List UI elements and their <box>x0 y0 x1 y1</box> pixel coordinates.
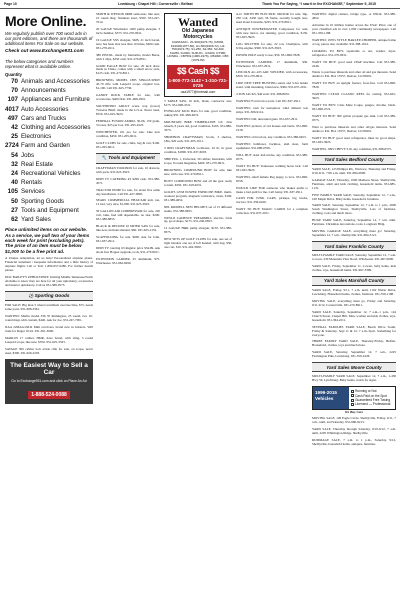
category-count: 50 <box>11 197 18 205</box>
category-count: 4017 <box>5 105 19 113</box>
classified-ad: FEDERAL FUSION AMMO, 30-06, 150 grain, 3 boxes, $25 per box. 931-295-2223. <box>96 119 160 127</box>
franklin-ads <box>312 254 396 273</box>
category-row[interactable] <box>5 86 93 95</box>
category-name: Appliances and Furniture <box>21 96 90 104</box>
checkbox-icon <box>351 394 354 397</box>
category-count: 40 <box>11 179 18 187</box>
classified-ad: YARD SALE, Saturday, September 12, 7 a.m., 2225 Farmington Pike, Lewisburg. 931-359-2226. <box>312 350 396 359</box>
buy-cars-ad <box>312 386 396 410</box>
promo-title: More Online. <box>5 13 87 29</box>
column-1-ads <box>5 257 93 288</box>
category-count: 107 <box>7 96 18 104</box>
wanted-subtitle: Old Japanese Motorcycles <box>181 28 215 40</box>
classified-ad: WANT TO BUY an upright freezer, frost-free. Call 931-698-7828. <box>312 81 396 90</box>
category-count: 24 <box>11 170 18 178</box>
promo-body: We regularly publish over 700 word ads in our print editions, and there are thousands of additional items For Sale on our website. <box>5 31 93 47</box>
wanted-motorcycles-ad <box>164 13 232 97</box>
classified-ad: WANT TO BUY good used refrigerator, must be good shape. 931-625-3923. <box>312 135 396 144</box>
category-row[interactable] <box>5 105 93 114</box>
category-count: 497 <box>7 114 18 122</box>
column-3 <box>164 10 232 612</box>
easy-title: The Easiest Way to Sell a Car <box>10 361 88 376</box>
classified-ad: MOVING SALE, everything must go, Friday and Saturday, 9/11-9/12, Cornersville. 931-270-8911. <box>312 298 396 307</box>
category-row[interactable] <box>5 178 93 187</box>
category-row[interactable] <box>5 215 93 224</box>
wanted-list: KAWASAKI - Z1-900(1973-76), KZ900, KZ1000(1977-80), H1-500(1969-72), H2-750(1972-75), S1-250, S2-350, S3-400, KH250, KH400, SUZUKI - GS400, GT380, HONDA - CB750k (1969-1976), CB400F, CBX (1979-82) <box>167 40 229 62</box>
category-row[interactable] <box>5 141 93 150</box>
checkbox-icon <box>351 399 354 402</box>
classified-ad: WANTED: 1970's STYLE HARLEY-CHOPPER, antique frame or tag, pieces also available. 931-388-1914. <box>312 37 396 46</box>
column-3-ads <box>164 100 232 251</box>
column-2 <box>96 10 160 612</box>
classified-ad: THREE FAMILY YARD SALE, Thursday-Friday, Belfast. Household, clothes, toys and much more. <box>312 339 396 348</box>
classified-ad: WANT TO BUY: Tennessee walking horse tack. Call 931-625-3923. <box>236 163 308 172</box>
wanted-cash: $$ Cash $$ <box>167 65 229 77</box>
classified-ad: WANTED: CLEAN CLASSIC REEL for casting. 931-625-3923. <box>312 92 396 101</box>
easy-phone[interactable]: 1-888-524-0088 <box>28 391 70 399</box>
classified-ad: GOLD'S GYM POWER EXERCISE BIKE, multi-workout program, magnetic resistance, clean, $100. 931-388-4652. <box>164 189 232 202</box>
category-row[interactable] <box>5 95 93 104</box>
classified-ad: YARD SALE, Saturday, September 12, 7 a.m. to 1 p.m., 2600 South Washington Street, Shelbyville. Lots of furniture, clothing, tools and much more. <box>312 203 396 216</box>
page-header <box>0 0 400 9</box>
category-count: 54 <box>11 151 18 159</box>
classified-ad: EXTENSION LADDER, 17 aluminum, $30. Winchester. 931-637-2911. <box>236 59 308 68</box>
sporting-goods-icon: ⚽ <box>28 293 35 299</box>
classified-ad: WANTED: bulldozer, backhoe, skid steer, farm equipment. 931-698-6556. <box>236 141 308 150</box>
classified-ad: SEARS COMMERCIAL HEAT/AIR unit, ton, 12 bed, very nice, $1,000. 931-625-3923. <box>96 198 160 207</box>
classified-ad: NAA 22MAG/22LR Mini revolvers, brand new in holsters. Will trade for Ruger 10/22. 931-361-3000. <box>5 324 93 333</box>
buy-cars-foot: We Buy Cars <box>344 409 364 414</box>
classified-ad: YARD SALE, Saturday, September 12, 7 a.m.-1 p.m., 124 Church Street, Chapel Hill. Men, women and kids clothes, toys, household. 931-364-2211. <box>312 309 396 322</box>
section-sporting-goods: ⚽ Sporting Goods <box>5 291 93 301</box>
classified-ad: SHIP PUG 1, Universal, 30 caliber, Interarms, with scope, 8 round magazine, $400. 931-270-8911. <box>164 157 232 165</box>
category-count: 32 <box>11 160 18 168</box>
category-name: Tools and Equipment <box>21 206 79 214</box>
classified-ad: 380 PISTOL, made by Interarms, model Bersa, with 2 clips, $250 cash. 931-270-8911. <box>96 52 160 61</box>
classified-ad: YARD SALE, Friday, September 11, Cowan, baby items, kids clothes, toys, household items. 931-967-3399. <box>312 264 396 272</box>
classified-ad: HOYT COMPOUND BOW and all the gear ready to hunt, $350. 931-618-9231. <box>164 178 232 187</box>
classified-ad: CRAFTSMAN TOOLBOX for sale, 10 drawers, with parts. 931-625-3923. <box>96 165 160 174</box>
classified-ad: DOC BAILEY'S UPHOLSTERY. Inviting Middle Tennessee/North Alabama to know they are here for all your upholstery, accessories and interior upholstery. Call us 931-388-0575. <box>5 275 93 288</box>
classified-ad: 50 GALLON AIR COMPRESSOR for sale, 220 volt, tank, fuel still dependable, no rust, $200. 931-388-8655. <box>96 209 160 222</box>
classified-ad: 3 RED CRAFTSMAN toolboxes, 22 lb, in great condition, $1800. 931-637-6003. <box>164 146 232 155</box>
classified-ad: Wants to purchase minerals and other oil and gas interests. Send details to P.O. Box 13557, Denver, CO 80201. <box>312 70 396 79</box>
classified-ad: WANTED: Marlin model 336 35 Remington, 25 round, two 10-round mags with custom, $440. Ask for Joe. 931-247-7001. <box>5 313 93 322</box>
category-name: Animals and Accessories <box>21 78 90 86</box>
classified-ad: MOVING GARAGE SALE, everything must go! Saturday, September 12, 7 a.m., Shelbyville. 931-684-3121. <box>312 229 396 238</box>
classified-ad: MOVING SALE, 128 Eagle Circle, Shelbyville, Friday, 9/11, 7 a.m., until, and Saturday. 931-680-8213. <box>312 415 396 424</box>
classified-ad: 4 TON JACKS, $40 each. 931-388-8655. <box>236 92 290 97</box>
classified-ad: LOG SPLITTER for sale, 22 ton, Champion, with 6.5hp engine, $300. 931-625-3923. <box>236 41 308 50</box>
classified-ad: BROWNING MODEL 1885 SINGLE-SHOT 45-70 rifle with Leupold scope, original box, $1,100. Call 931-625-7730. <box>96 78 160 91</box>
marshall-ads <box>312 289 396 359</box>
classified-ad: ANTIQUE POWERMASTER Compressor for sale, with new motor, not running, good condition, $150. 931-625-3923. <box>236 26 308 39</box>
buy-cars-item: Running or Not <box>351 389 393 393</box>
section-yard-sales-franklin: Yard Sales Franklin County <box>312 241 396 251</box>
classified-ad: WANTED: old tractors, any condition. 931-388-6453. <box>236 134 307 139</box>
classified-ad: WANT TO BUY MAGIC CARDS for a complete collection. 931-637-2911. <box>236 207 308 216</box>
category-row[interactable] <box>5 132 93 141</box>
category-name: Announcements <box>21 87 66 95</box>
wanted-email[interactable]: usa1977@hotmail.com <box>180 89 216 94</box>
column-4-ads <box>236 13 308 216</box>
section-yard-sales-marshall: Yard Sales Marshall County <box>312 276 396 286</box>
column-4 <box>236 10 308 612</box>
category-name: Real Estate <box>21 160 53 168</box>
classified-ad: WILL BUY older 4x4 trucks, any condition, 931-388-0575. <box>236 152 308 161</box>
classified-ad: POWER POLE ready to use, $50. 931-698-7828. <box>236 52 301 57</box>
category-name: Recreational Vehicles <box>21 170 81 178</box>
promo-note: Place unlimited items on our website. As a service, we pull two of your items each week for print (excluding pets). The price of an item must be below $1,000 to be a free print ad. <box>5 227 90 254</box>
classified-ad: DISH TV CATERING #3 $299 cash. 931-388-4571. <box>96 176 160 185</box>
classified-ad: 12 GAUGE H&R pump shotgun, $150. 931-388-8575. <box>164 226 232 235</box>
wanted-title: Wanted <box>177 15 218 29</box>
classified-ad: GARAGE SALE, Thursday, 1000 Madison Street, Shelbyville, Furniture, adult and kids clothing, household items. 931-685-1131. <box>312 177 396 190</box>
classified-ad: SAVAGE 300 caliber bolt action rifle for sale, on scope, never used, $300. 931-626-2203. <box>5 346 93 355</box>
classified-ad: WANTED: digital camera, bridge type, or DSLR. 931-388-4652. <box>312 12 396 20</box>
category-row[interactable] <box>5 123 93 132</box>
classified-ad: WANTED: Old, unwanted guns. 931-637-2911. <box>236 117 299 122</box>
category-row[interactable] <box>5 197 93 206</box>
category-name: Clothing and Accessories <box>21 124 91 132</box>
column-6-ads <box>312 194 396 239</box>
classified-ad: WANT TO BUY: 300 gallon propane gas tank. Call 931-388-0575. <box>312 114 396 123</box>
easy-car-ad <box>5 359 93 404</box>
column-1-sports <box>5 304 93 356</box>
category-row[interactable] <box>5 169 93 178</box>
classified-ad: RUMMAGE SALE, 7 a.m. to 1 p.m., Saturday, 9/12, Shelbyville, household items, antiques, furniture. <box>312 437 396 446</box>
classified-ad: NPL RIDDELL NEW HELMET, set of 15 different teams. 931-388-8655. <box>164 204 232 213</box>
quantity-label: Quantity <box>5 72 22 78</box>
category-name: Yard Sales <box>21 216 51 224</box>
category-count: 42 <box>11 124 18 132</box>
bedford-ads <box>312 168 396 191</box>
tools-icon: 🔧 <box>101 155 109 161</box>
classified-ad: EVERLAST KICK BAG for sale, good condition, asking $35. 931-998-4672. <box>164 109 232 118</box>
category-count: 105 <box>7 188 18 196</box>
classified-ad: Want to purchase minerals and other oil/gas interests. Send details to P.O. Box 13557, Denver, CO 80201. <box>312 125 396 133</box>
classified-ad: 19 GAUGE SXS shotgun, SKB, 21 inch barrel, new, has been shot less than 10 times, $400 cash. 931-278-4511. <box>96 37 160 50</box>
buy-cars-item: Guaranteed Free Towing <box>351 398 393 402</box>
category-name: Services <box>21 188 45 196</box>
category-name: Sporting Goods <box>21 197 64 205</box>
buy-cars-item: Licensed — Professional <box>351 402 393 406</box>
category-count: 2724 <box>5 142 19 150</box>
section-tools-equipment: 🔧 Tools and Equipment <box>96 153 160 164</box>
column-5 <box>312 10 396 612</box>
category-row[interactable] <box>5 114 93 123</box>
classified-ad: WANTED: pictures of old houses and barns. 931-698-1918. <box>236 124 308 133</box>
category-count: 70 <box>11 78 18 86</box>
category-name: Auto Accessories <box>21 105 69 113</box>
column-2-ads <box>96 13 160 150</box>
classified-ad: SMITH & WESSON 9MM semi-auto, like new, 10 round mag. Stainless steel, $350. 931-247-7014. <box>96 12 160 24</box>
column-5-ads <box>312 13 396 152</box>
category-name: Farm and Garden <box>21 142 70 150</box>
category-name: Jobs <box>21 151 35 159</box>
classified-ad: FOR SALE: Big man 3 wheel recumbent exercise bike, $75, needs some parts. 931-698-3361. <box>5 302 93 311</box>
classified-ad: FIVE FAMILY YARD SALE, Saturday, September 12, 7 a.m., 100 Maple Drive. Baby items, household, furniture. <box>312 192 396 201</box>
category-list <box>5 77 93 224</box>
classified-ad: SEVERAL FAMILIES YARD SALE, Beach Drive South, Friday & Saturday, Sept 11 & 12, 7 a.m.-3p.m. Something for everyone. <box>312 324 396 337</box>
checkbox-icon <box>351 390 354 393</box>
wanted-phone[interactable]: 1-800-772-1142 • 1-310-721-0726 <box>168 77 228 88</box>
classified-ad: A.O. SMITH HP ELECTRIC MOTOR for sale, 3hp, 230 volt, 3450 rpm, 56 frame, recently bought new, used about 6 months, $225. 931-270-8911. <box>236 12 308 24</box>
classified-ad: MOUNTAIN BIKE TIMBER-LINE GT, 21in wheels, 6 years old, good condition, $165. 931-886-3373. <box>164 120 232 133</box>
header-tagline: Thank You For Saying, “I saw it in the EXCHANGE,” September 9, 2015 <box>262 2 376 6</box>
classified-ad: SHOP/BOX CRAFTSMAN, Scotts, 3 shelves, 18in, $20 each. 931-205-1011. <box>164 135 232 144</box>
classified-ad: MARLIN 17 caliber, HMR, have barrel, with sling, 3 round Leupold scope, like new, $350. 931-625-3323. <box>5 335 93 344</box>
buy-cars-item: Cash Paid on the Spot <box>351 394 393 398</box>
classified-ad: SOUTHWIND ADULT scene trap (tower) Traverse Bluff, made in the U.S.A. Never used, $550. 931-625-3923. <box>96 104 160 117</box>
classified-ad: NEW SETS OF GOLF CLUBS for sale, one set of right handed, one set of left handed, with bag, $50, one cart, $10. 931-262-3650. <box>164 237 232 250</box>
classified-ad: A Unique Adaptation, let us help! Personalized airplane plates. Financial statement / keepsake information and a little history of airplane flights Call or Text 1-800-657-0280. For further details please. <box>5 256 93 273</box>
classified-ad: DISH TV catering #3 Regular price $34.99. Ask about free Hopper upgrade, tools, 931-270-8011. <box>96 246 160 254</box>
classified-ad: TRACTOR PUMP for sale, for about five same day installation. Call 931-427-0865. <box>96 187 160 196</box>
paper-name: Lewisburg • Chapel Hill • Cornersville • Belfast <box>118 2 193 6</box>
classified-ad: 20 GAUGE Winchester 1200 pump shotgun, 3 inch chamber, $375. 931-270-8911. <box>96 26 160 35</box>
classified-ad: 3 TABLE SAW, 10 inch, blade, contractor saw, $175. 931-698-4721. <box>164 98 232 107</box>
classified-ad: YARD SALE, 123 Philippi Rd., Wartrace, Thursday and Friday, 9/10-9/11, 7:00 a.m. until. 931-684-0000. <box>312 166 396 175</box>
section-yard-sales-moore: Yard Sales Moore County <box>312 362 396 372</box>
classified-ad: EXTENSION LADDER, 25 aluminum, $75. Winchester. 931-962-9290. <box>96 256 160 265</box>
category-name: Rentals <box>21 179 42 187</box>
classified-ad: WANTED: cash for unexpired, valid diabetic test strips. 931-306-9114. <box>236 106 308 115</box>
classified-ad: BLACK & DECKER 10 MITER SAW for sale, like new, includes manual, $60. 931-625-2152. <box>96 224 160 233</box>
promo-website-link[interactable]: Check out www.Exchange931.com <box>5 48 84 54</box>
page-number: Page 10 <box>4 2 17 6</box>
classified-ad: BROWNING COMPOUND BOW for sale, like new, with case. 931-270-8911. <box>164 167 232 176</box>
classified-ad: GANDY ROCK TABLE for sale, with accessories, $400 firm. 931-698-2901. <box>96 93 160 102</box>
category-row[interactable] <box>5 206 93 215</box>
classified-ad: HUGE YARD SALE, Saturday, September 12, 7 a.m. until. Furniture, Christmas decorations, tools, Longhorn Bldg. <box>312 218 396 227</box>
checkbox-icon <box>351 403 354 406</box>
classified-ad: WANTED, 1995 CHEVY S10, any condition, 931-388-0575. <box>312 146 392 151</box>
classified-ad: WOULD LIKE FOR someone who makes quilts to make a bed quilt for me. Call Jenny, 931-637-2911. <box>236 185 308 194</box>
classified-ad: WANT TO BUY: Class Mate Coupe, gauges, chrome, black. 931-698-4721. <box>312 103 396 112</box>
classified-ad: YARD SALE, Friday, 9/11, 7 a.m. until, 1102 Weber Drive, Lewisburg. Household items, clothes, furniture. 931-359-1188. <box>312 287 396 296</box>
classified-ad: WANTED: Ford tractor parts. Call 931-637-2911. <box>236 99 301 104</box>
classified-ad: SCAFFOLDING for sale. $600. Ask for John. 931-637-2911. <box>96 235 160 244</box>
classified-ad: LIKE NEW TREE HUNTING stand, and 3-bar ladder stand, with mounting, brand new, $300. 931-637-2911. <box>236 81 308 90</box>
category-row[interactable] <box>5 160 93 169</box>
classified-ad: WINCHESTER, 101 pro for sale. Like new condition, $450. 931-205-6011. <box>96 129 160 138</box>
classified-ad: LOOKING TO BUY, repairable or not, washer, dryer, refrigerator. 931-270-8911. <box>312 48 396 57</box>
section-yard-sales-bedford: Yard Sales Bedford County <box>312 155 396 165</box>
category-name: Cars and Trucks <box>21 114 67 122</box>
column-1 <box>5 10 93 612</box>
classified-ad: Advertise in 10 million homes across the USA! Place one of your classified ads in over 1,000 community newspapers. Call 931-359-1188. <box>312 22 396 35</box>
category-count: 70 <box>11 87 18 95</box>
category-count: 62 <box>11 216 18 224</box>
classified-ad: MULTI-FAMILY YARD SALE, September 12, 7 a.m., 1-450 Hwy 50, Lynchburg. Baby items, watch for signs. <box>312 374 396 383</box>
classified-ad: WESLO CADENCE TREADMILL electric, folds up, good shape, $175. 931-246-6853. <box>164 215 232 224</box>
category-count: 25 <box>11 133 18 141</box>
categories-intro: The below categories and numbers represent what is available online. <box>5 58 74 69</box>
classified-ad: GOOD EAGLE BOW for sale, 20 inch draw, made in China, comes with a small arrow rack, $125 cash. 931-270-8911. <box>96 63 160 76</box>
classified-ad: YARD SALE, Thursday through Saturday, 9/10-9/12, 7 a.m. until, 2205 Whittington Ridge, Shelbyville. <box>312 426 396 435</box>
classified-ad: LINCOLN AC-225 ARC WELDER, with accessories, $300. 931-270-8911. <box>236 70 308 79</box>
classified-ad: WANTED, small female Pug puppy to love. 931-698-6556. <box>236 174 308 183</box>
classified-ad: MULTI-FAMILY YARD SALE, Saturday, September 12, 7 a.m. to noon, 230 Mountain View Road, Winchester. 931-967-0000. <box>312 253 396 262</box>
bedford-more-ads <box>312 417 396 447</box>
category-row[interactable] <box>5 77 93 86</box>
moore-ads <box>312 375 396 383</box>
category-name: Electronics <box>21 133 52 141</box>
buy-cars-left: 1999-2015 Vehicles <box>313 387 349 409</box>
tools-ads <box>96 167 160 266</box>
easy-sub: Go to Exchange931.com and click on Place An Ad <box>11 378 87 383</box>
category-row[interactable] <box>5 187 93 196</box>
classified-ad: GOLF CLUBS for sale, clubs, bag & cart, $100. 931-205-6011. <box>96 140 160 149</box>
buy-cars-items <box>349 387 395 409</box>
category-count: 27 <box>11 206 18 214</box>
category-row[interactable] <box>5 151 93 160</box>
classified-ad: WANT TO BUY: good used CPAP machine. Call 931-388-2246. <box>312 59 396 68</box>
classified-ad: CASH FOR JUNK CARS, pickups, big trucks, tractors, 931-359-6226. <box>236 196 308 205</box>
